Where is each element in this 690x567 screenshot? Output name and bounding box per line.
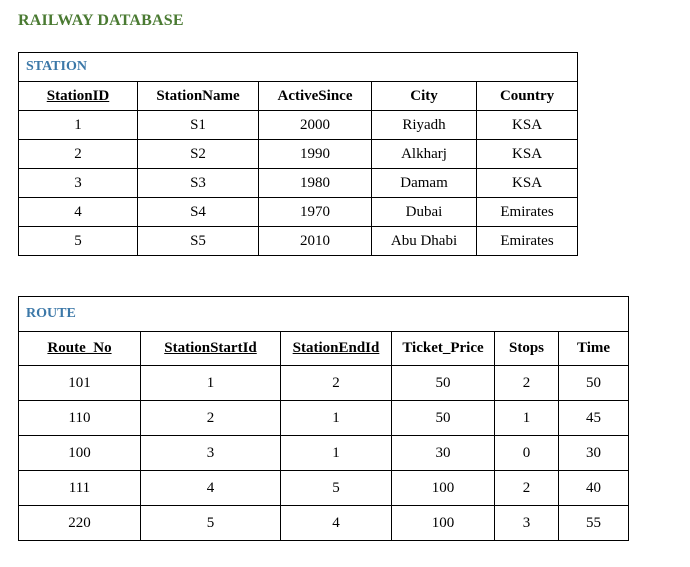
cell: 2 xyxy=(19,140,138,169)
cell: 100 xyxy=(392,506,495,541)
cell: 2000 xyxy=(259,111,372,140)
table-row xyxy=(19,471,629,506)
cell: 1 xyxy=(19,111,138,140)
cell: 5 xyxy=(141,506,281,541)
cell: S4 xyxy=(138,198,259,227)
cell: 4 xyxy=(281,506,392,541)
cell: 101 xyxy=(19,366,141,401)
table-row xyxy=(19,198,578,227)
cell: 1 xyxy=(141,366,281,401)
table-row xyxy=(19,436,629,471)
cell: 111 xyxy=(19,471,141,506)
route-col-ticket-price: Ticket_Price xyxy=(392,332,495,366)
route-col-stops: Stops xyxy=(495,332,559,366)
route-col-route-no: Route_No xyxy=(19,332,141,366)
station-header-row xyxy=(19,82,578,111)
route-col-stationstartid: StationStartId xyxy=(141,332,281,366)
cell: 1 xyxy=(281,436,392,471)
table-row xyxy=(19,366,629,401)
table-row xyxy=(19,401,629,436)
cell: 2 xyxy=(141,401,281,436)
table-row xyxy=(19,506,629,541)
station-col-activesince: ActiveSince xyxy=(259,82,372,111)
cell: 2 xyxy=(495,471,559,506)
route-header-row xyxy=(19,332,629,366)
cell: 2 xyxy=(495,366,559,401)
cell: Damam xyxy=(372,169,477,198)
cell: S5 xyxy=(138,227,259,256)
cell: S1 xyxy=(138,111,259,140)
station-col-country: Country xyxy=(477,82,578,111)
cell: 1970 xyxy=(259,198,372,227)
table-row xyxy=(19,227,578,256)
table-row xyxy=(19,169,578,198)
route-caption-row xyxy=(19,297,629,332)
route-col-stationendid: StationEndId xyxy=(281,332,392,366)
cell: S2 xyxy=(138,140,259,169)
cell: 1980 xyxy=(259,169,372,198)
station-col-city: City xyxy=(372,82,477,111)
cell: Emirates xyxy=(477,198,578,227)
table-row xyxy=(19,140,578,169)
cell: 2 xyxy=(281,366,392,401)
cell: 5 xyxy=(19,227,138,256)
cell: Abu Dhabi xyxy=(372,227,477,256)
route-col-time: Time xyxy=(559,332,629,366)
cell: KSA xyxy=(477,140,578,169)
cell: 4 xyxy=(141,471,281,506)
cell: S3 xyxy=(138,169,259,198)
cell: 40 xyxy=(559,471,629,506)
cell: 55 xyxy=(559,506,629,541)
cell: 5 xyxy=(281,471,392,506)
cell: 4 xyxy=(19,198,138,227)
cell: 45 xyxy=(559,401,629,436)
cell: 50 xyxy=(559,366,629,401)
cell: 100 xyxy=(392,471,495,506)
cell: 1 xyxy=(495,401,559,436)
cell: 3 xyxy=(19,169,138,198)
cell: Alkharj xyxy=(372,140,477,169)
cell: 110 xyxy=(19,401,141,436)
station-col-stationname: StationName xyxy=(138,82,259,111)
route-caption: ROUTE xyxy=(19,297,629,332)
page-title: RAILWAY DATABASE xyxy=(18,12,184,29)
cell: Riyadh xyxy=(372,111,477,140)
cell: 50 xyxy=(392,401,495,436)
station-table xyxy=(18,52,578,256)
cell: 1 xyxy=(281,401,392,436)
cell: 30 xyxy=(392,436,495,471)
cell: 1990 xyxy=(259,140,372,169)
station-caption-row xyxy=(19,53,578,82)
cell: 30 xyxy=(559,436,629,471)
cell: 0 xyxy=(495,436,559,471)
cell: 3 xyxy=(495,506,559,541)
cell: 220 xyxy=(19,506,141,541)
cell: 2010 xyxy=(259,227,372,256)
table-row xyxy=(19,111,578,140)
cell: 3 xyxy=(141,436,281,471)
cell: Emirates xyxy=(477,227,578,256)
station-caption: STATION xyxy=(19,53,578,82)
cell: KSA xyxy=(477,111,578,140)
cell: 50 xyxy=(392,366,495,401)
route-table xyxy=(18,296,629,541)
station-col-stationid: StationID xyxy=(19,82,138,111)
cell: 100 xyxy=(19,436,141,471)
cell: Dubai xyxy=(372,198,477,227)
cell: KSA xyxy=(477,169,578,198)
